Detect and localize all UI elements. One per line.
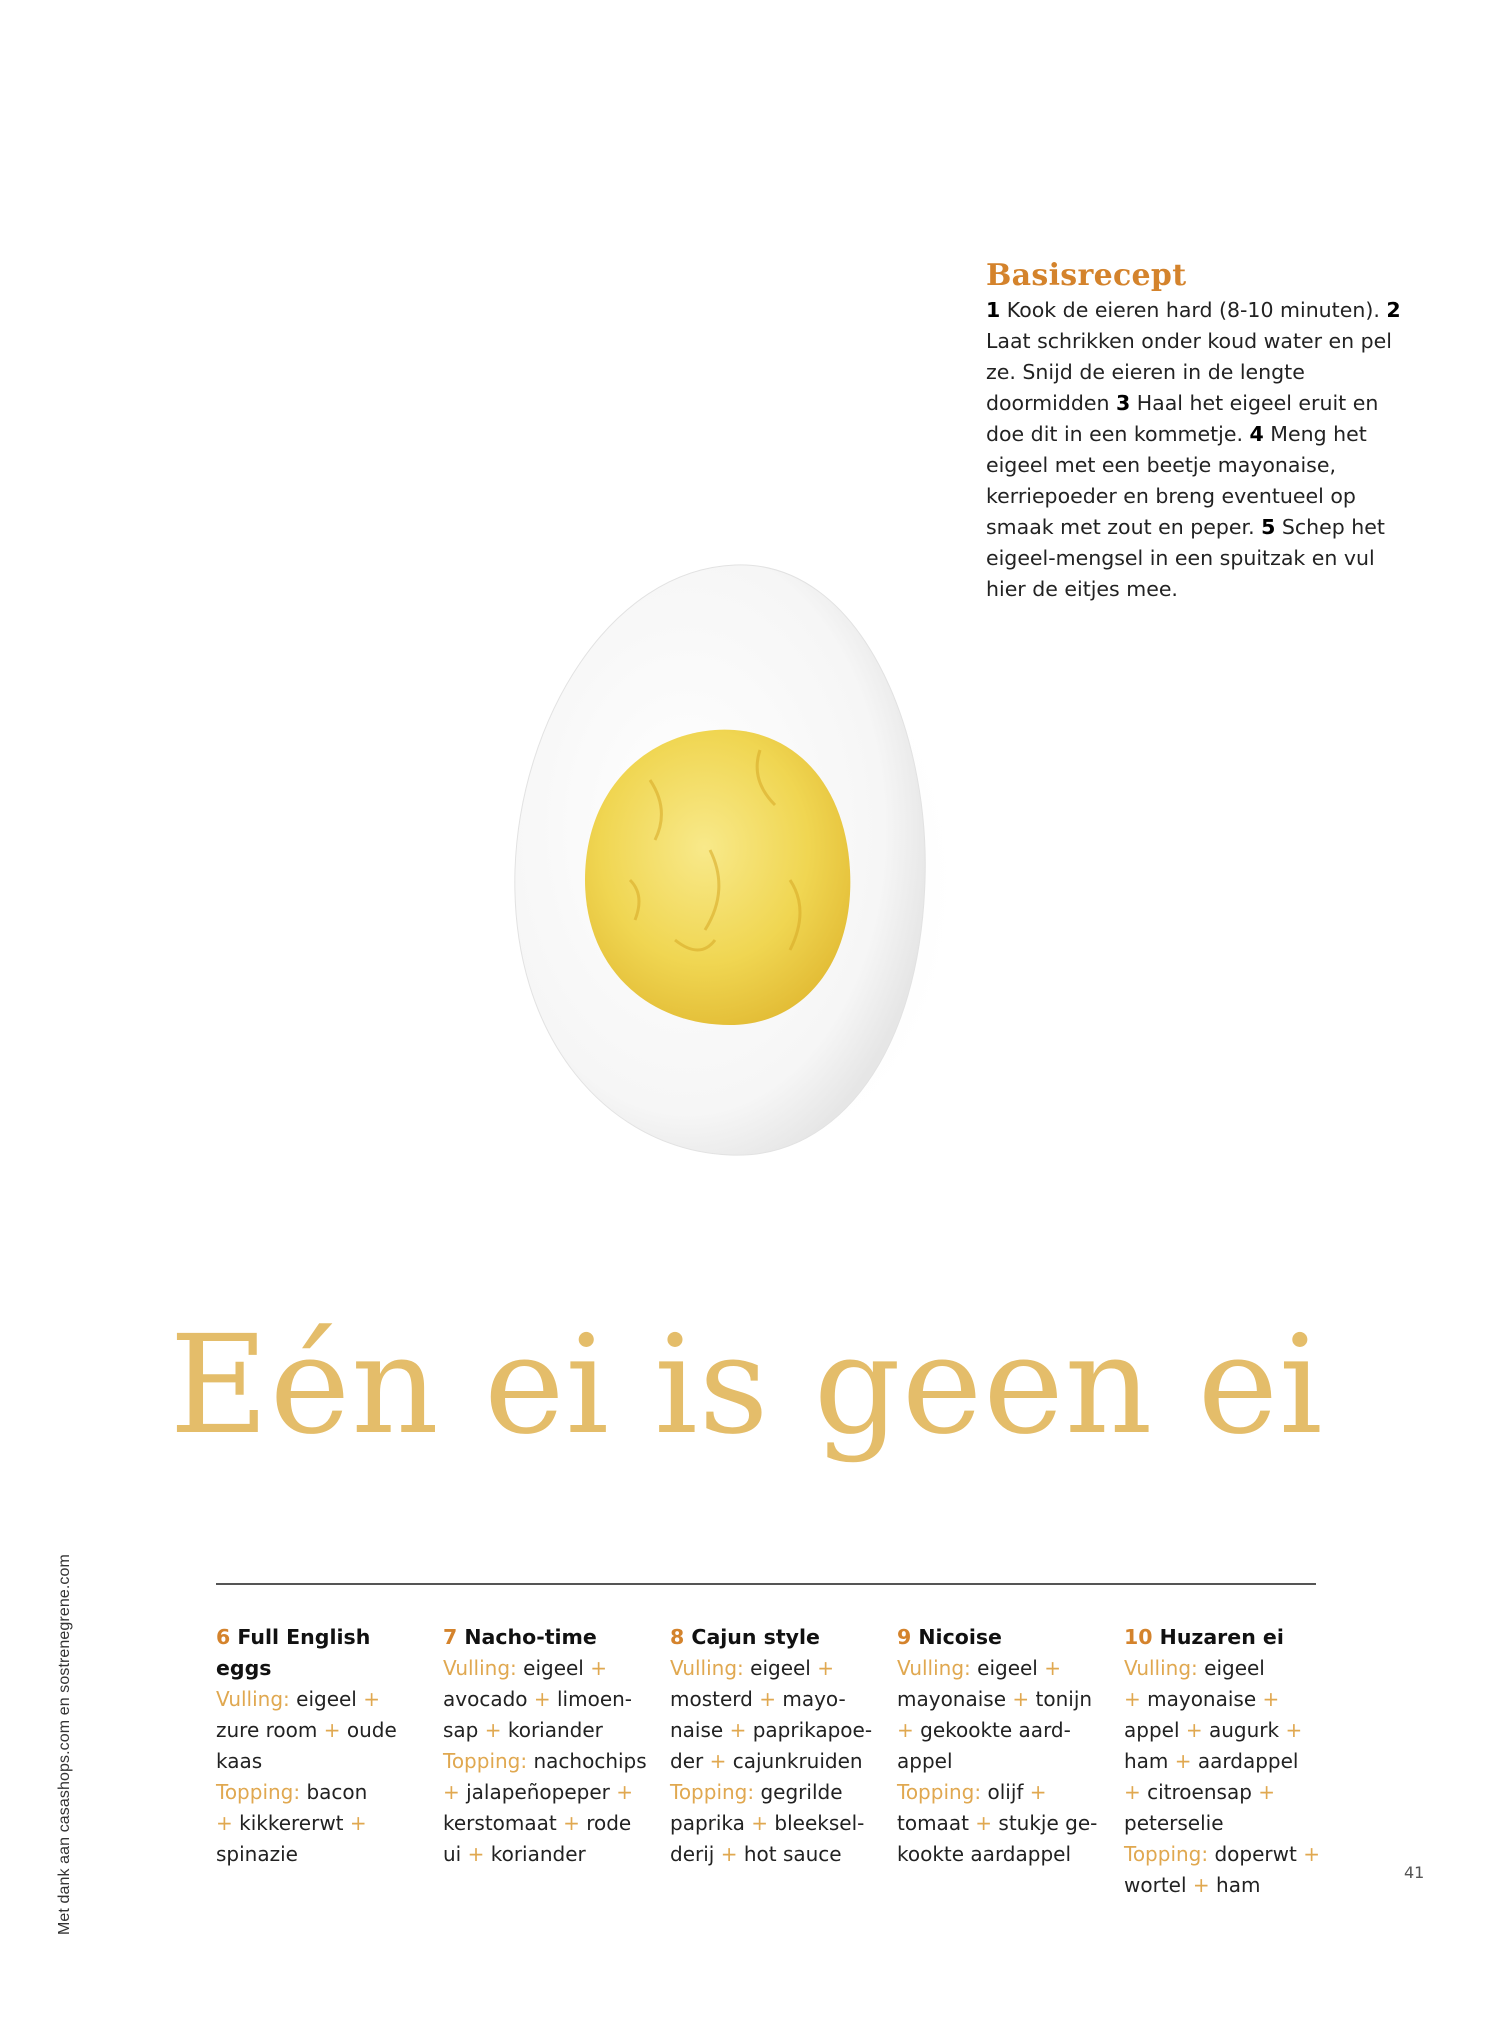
recipe-line [1124, 1653, 1334, 1684]
ingredient-text: eigeel [516, 1656, 591, 1680]
recipe-line [897, 1746, 1107, 1777]
recipe-number: 9 [897, 1625, 912, 1649]
plus-sign: + [216, 1811, 233, 1835]
ingredient-text: mayo- [775, 1687, 846, 1711]
plus-sign: + [1124, 1780, 1141, 1804]
plus-sign: + [817, 1656, 834, 1680]
recipe-name: Full English eggs [216, 1625, 371, 1680]
recipe-line [1124, 1777, 1334, 1808]
recipe-number: 10 [1124, 1625, 1153, 1649]
plus-sign: + [349, 1811, 367, 1835]
ingredient-text: paprika [670, 1811, 752, 1835]
recipe-line [897, 1839, 1107, 1870]
ingredient-text: koriander [484, 1842, 586, 1866]
recipe-line [216, 1746, 426, 1777]
recipe-line [216, 1715, 426, 1746]
plus-sign: + [590, 1656, 607, 1680]
ingredient-text: eigeel [970, 1656, 1045, 1680]
plus-sign: + [720, 1842, 738, 1866]
recipe-8 [670, 1622, 880, 1870]
ingredient-text: kerstomaat [443, 1811, 564, 1835]
ingredient-text: appel [897, 1749, 953, 1773]
ingredient-text: kikkererwt [232, 1811, 350, 1835]
ingredient-text: wortel [1124, 1873, 1193, 1897]
recipe-line [670, 1715, 880, 1746]
plus-sign: + [1044, 1656, 1061, 1680]
recipe-title [1124, 1622, 1334, 1653]
step-number: 5 [1261, 515, 1276, 539]
plus-sign: + [1012, 1687, 1030, 1711]
recipe-line [443, 1684, 653, 1715]
plus-sign: + [563, 1811, 580, 1835]
recipe-line [443, 1653, 653, 1684]
plus-sign: + [759, 1687, 776, 1711]
step-text: Schep het eigeel-mengsel in een spuitzak en vul hier de eitjes mee. [986, 515, 1385, 601]
recipe-6 [216, 1622, 426, 1870]
plus-sign: + [1192, 1873, 1210, 1897]
ingredient-text: kaas [216, 1749, 263, 1773]
plus-sign: + [709, 1749, 727, 1773]
recipe-line [897, 1808, 1107, 1839]
recipe-line [1124, 1746, 1334, 1777]
plus-sign: + [1262, 1687, 1280, 1711]
recipe-line [216, 1808, 426, 1839]
recipe-number: 8 [670, 1625, 685, 1649]
recipe-title [216, 1622, 426, 1684]
ingredient-text: peterselie [1124, 1811, 1224, 1835]
section-label: Vulling: [897, 1656, 971, 1680]
recipe-name: Nicoise [911, 1625, 1002, 1649]
ingredient-text: zure room [216, 1718, 324, 1742]
recipe-line [897, 1777, 1107, 1808]
plus-sign: + [1029, 1780, 1047, 1804]
recipe-line [443, 1808, 653, 1839]
page-number: 41 [1404, 1863, 1425, 1882]
plus-sign: + [363, 1687, 380, 1711]
ingredient-text: olijf [981, 1780, 1030, 1804]
boiled-egg-image [500, 550, 970, 1190]
ingredient-text: stukje ge- [992, 1811, 1098, 1835]
step-number: 3 [1115, 391, 1131, 415]
ingredient-text: bleeksel- [768, 1811, 865, 1835]
ingredient-text: mayonaise [1140, 1687, 1263, 1711]
recipe-line [897, 1684, 1107, 1715]
ingredient-text: tonijn [1029, 1687, 1093, 1711]
plus-sign: + [1258, 1780, 1276, 1804]
ingredient-text: rode [579, 1811, 632, 1835]
ingredient-text: oude [340, 1718, 397, 1742]
ingredient-text: appel [1124, 1718, 1186, 1742]
basic-recipe [986, 258, 1406, 605]
recipe-line [897, 1715, 1107, 1746]
section-label: Topping: [216, 1780, 301, 1804]
ingredient-text: spinazie [216, 1842, 298, 1866]
recipe-10 [1124, 1622, 1334, 1901]
section-label: Topping: [1124, 1842, 1209, 1866]
ingredient-text: koriander [501, 1718, 603, 1742]
step-number: 1 [986, 298, 1001, 322]
ingredient-text: paprikapoe- [746, 1718, 873, 1742]
step-text: Laat schrikken onder koud water en pel ze. Snijd de eieren in de lengte doormidden [986, 329, 1392, 415]
step-text: Meng het eigeel met een beetje mayonaise, kerriepoeder en breng eventueel op smaak met zout en peper. [986, 422, 1367, 539]
recipe-title [670, 1622, 880, 1653]
recipe-line [670, 1746, 880, 1777]
plus-sign: + [443, 1780, 460, 1804]
ingredient-text: mosterd [670, 1687, 760, 1711]
ingredient-text: tomaat [897, 1811, 976, 1835]
recipe-line [897, 1653, 1107, 1684]
basic-recipe-text [986, 295, 1406, 605]
step-number: 4 [1249, 422, 1264, 446]
step-text: Kook de eieren hard (8-10 minuten). [1000, 298, 1387, 322]
ingredient-text: aardappel [1191, 1749, 1299, 1773]
ingredient-text: doperwt [1208, 1842, 1304, 1866]
ingredient-text: avocado [443, 1687, 534, 1711]
plus-sign: + [729, 1718, 747, 1742]
plus-sign: + [1285, 1718, 1303, 1742]
ingredient-text: sap [443, 1718, 485, 1742]
recipe-7 [443, 1622, 653, 1870]
step-number: 2 [1386, 298, 1401, 322]
plus-sign: + [897, 1718, 914, 1742]
recipe-line [670, 1684, 880, 1715]
divider [216, 1583, 1316, 1585]
plus-sign: + [975, 1811, 993, 1835]
recipe-title [897, 1622, 1107, 1653]
ingredient-text: eigeel [743, 1656, 818, 1680]
ingredient-text: augurk [1202, 1718, 1286, 1742]
recipe-line [1124, 1715, 1334, 1746]
page-headline: Eén ei is geen ei [169, 1307, 1324, 1465]
plus-sign: + [616, 1780, 634, 1804]
plus-sign: + [323, 1718, 341, 1742]
ingredient-text: gekookte aard- [913, 1718, 1071, 1742]
ingredient-text: naise [670, 1718, 730, 1742]
ingredient-text: ham [1209, 1873, 1261, 1897]
basic-recipe-title: Basisrecept [986, 258, 1187, 293]
ingredient-text: derij [670, 1842, 721, 1866]
recipe-line [443, 1839, 653, 1870]
recipe-line [1124, 1870, 1334, 1901]
ingredient-text: citroensap [1140, 1780, 1259, 1804]
plus-sign: + [1124, 1687, 1141, 1711]
plus-sign: + [1303, 1842, 1320, 1866]
recipe-line [1124, 1808, 1334, 1839]
section-label: Vulling: [670, 1656, 744, 1680]
ingredient-text: ui [443, 1842, 468, 1866]
ingredient-text: eigeel [289, 1687, 364, 1711]
recipe-name: Huzaren ei [1152, 1625, 1284, 1649]
plus-sign: + [1174, 1749, 1192, 1773]
ingredient-text: jalapeñopeper [459, 1780, 617, 1804]
recipe-name: Cajun style [684, 1625, 820, 1649]
plus-sign: + [751, 1811, 769, 1835]
ingredient-text: cajunkruiden [726, 1749, 863, 1773]
recipe-line [216, 1684, 426, 1715]
photo-credit: Met dank aan casashops.com en sostrenegrene.com [56, 1554, 73, 1935]
recipe-line [216, 1777, 426, 1808]
recipe-line [670, 1653, 880, 1684]
ingredient-text: bacon [300, 1780, 368, 1804]
section-label: Topping: [897, 1780, 982, 1804]
ingredient-text: limoen- [550, 1687, 633, 1711]
ingredient-text: der [670, 1749, 710, 1773]
ingredient-text: ham [1124, 1749, 1175, 1773]
ingredient-text: mayonaise [897, 1687, 1013, 1711]
ingredient-text: hot sauce [737, 1842, 842, 1866]
section-label: Vulling: [443, 1656, 517, 1680]
ingredient-text: kookte aardappel [897, 1842, 1072, 1866]
recipe-name: Nacho-time [457, 1625, 597, 1649]
recipe-line [1124, 1839, 1334, 1870]
section-label: Topping: [443, 1749, 528, 1773]
step-text: Haal het eigeel eruit en doe dit in een kommetje. [986, 391, 1379, 446]
recipe-line [443, 1777, 653, 1808]
recipe-9 [897, 1622, 1107, 1870]
ingredient-text: nachochips [527, 1749, 647, 1773]
plus-sign: + [467, 1842, 485, 1866]
plus-sign: + [533, 1687, 551, 1711]
recipe-line [1124, 1684, 1334, 1715]
recipe-line [443, 1746, 653, 1777]
recipe-line [443, 1715, 653, 1746]
recipe-line [670, 1808, 880, 1839]
recipe-title [443, 1622, 653, 1653]
section-label: Vulling: [1124, 1656, 1198, 1680]
ingredient-text: eigeel [1197, 1656, 1265, 1680]
recipe-number: 6 [216, 1625, 231, 1649]
section-label: Topping: [670, 1780, 755, 1804]
plus-sign: + [1185, 1718, 1203, 1742]
plus-sign: + [484, 1718, 502, 1742]
recipe-line [216, 1839, 426, 1870]
ingredient-text: gegrilde [754, 1780, 843, 1804]
recipe-line [670, 1839, 880, 1870]
recipe-number: 7 [443, 1625, 458, 1649]
section-label: Vulling: [216, 1687, 290, 1711]
recipe-line [670, 1777, 880, 1808]
